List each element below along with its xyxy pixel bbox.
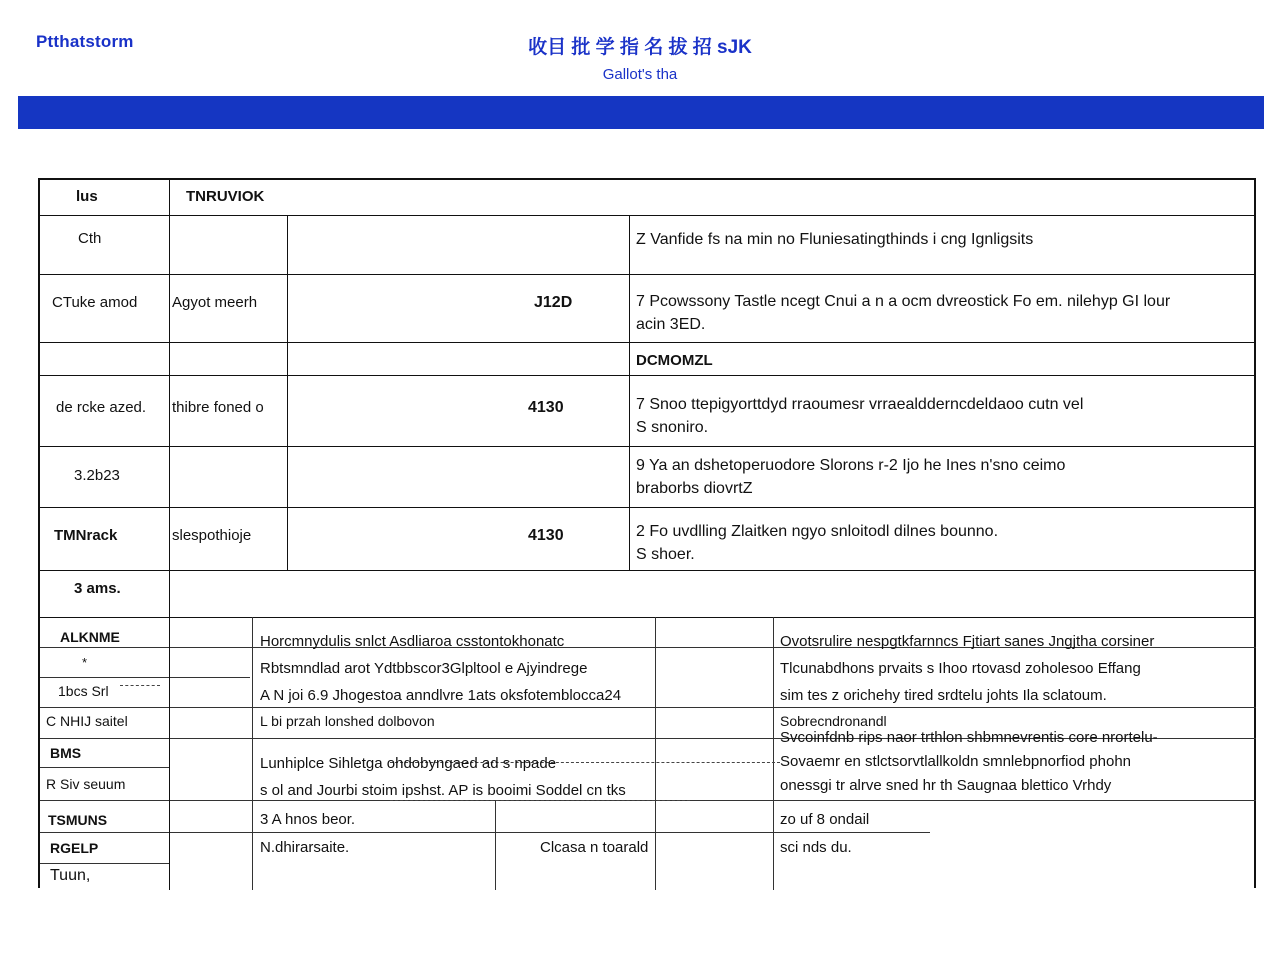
row-label: Cth: [78, 230, 102, 247]
block-left-subtext: L bi przah lonshed dolbovon: [260, 713, 435, 729]
lower-label: ALKNME: [60, 629, 120, 645]
row-label: 3.2b23: [74, 467, 120, 484]
block-right-text-2: Svcoinfdnb rips naor trthlon shbmnevrentis core nrortelu- Sovaemr en stlctsorvtlallkoldn smnlebpnorfiod phohn onessgi tr alrve sned hr th Saugnaa blettico Vrhdy: [780, 729, 1158, 794]
row-col2: Agyot meerh: [172, 294, 258, 311]
col-divider: [495, 800, 496, 890]
row-divider: [170, 677, 250, 678]
page-subtitle: Gallot's tha: [602, 66, 678, 83]
row-label: CTuke amod: [52, 294, 138, 311]
block-left-text-2: Lunhiplce Sihletga ohdobyngaed ad s npade s ol and Jourbi stoim ipshst. AP is booimi Soddel cn tks: [260, 755, 626, 799]
col-divider: [169, 180, 170, 890]
lower-label: 1bcs Srl: [58, 683, 109, 699]
block-right-subtext: Sobrecndronandl: [780, 713, 887, 729]
row-note: 7 Snoo ttepigyorttdyd rraoumesr vrraealdderncdeldaoo cutn vel S snoniro.: [636, 396, 1084, 436]
row-divider: [40, 375, 1256, 376]
form-table: [38, 178, 1256, 888]
rgelp-middle: Clcasa n toarald: [540, 839, 649, 856]
block-left-text: Horcmnydulis snlct Asdliaroa csstontokhonatc Rbtsmndlad arot Ydtbbscor3Glpltool e Ajyindrege A N joi 6.9 Jhogestoa anndlvre 1ats oksfotemblocca24: [260, 633, 622, 704]
lower-label: RGELP: [50, 840, 99, 856]
row-divider: [40, 342, 1256, 343]
top-key: lus: [76, 188, 98, 205]
lower-label: TSMUNS: [48, 812, 108, 828]
row-note-heading: DCMOMZL: [636, 352, 713, 369]
row-divider: [40, 832, 930, 833]
row-note: 2 Fo uvdlling Zlaitken ngyo snloitodl dilnes bounno. S shoer.: [636, 523, 999, 563]
col-divider: [629, 215, 630, 570]
lower-label: C NHIJ saitel: [46, 713, 128, 729]
row-divider: [40, 767, 170, 768]
tsmuns-right: zo uf 8 ondail: [780, 811, 870, 828]
rgelp-left: N.dhirarsaite.: [260, 839, 350, 856]
row-divider: [40, 617, 1256, 618]
row-divider: [40, 274, 1256, 275]
row-col2: slespothioje: [172, 527, 252, 544]
row-divider: [40, 863, 170, 864]
dashed-mark: [120, 685, 160, 686]
page-title: 收目 批 学 指 名 拔 招 sJK: [528, 37, 752, 58]
lower-label: *: [82, 655, 88, 670]
tsmuns-left: 3 A hnos beor.: [260, 811, 356, 828]
col-divider: [287, 215, 288, 570]
col-divider: [252, 617, 253, 890]
row-divider: [40, 215, 1256, 216]
row-divider: [40, 570, 1256, 571]
row-divider: [40, 507, 1256, 508]
brand-logo-text: Ptthatstorm: [36, 32, 134, 51]
col-divider: [773, 617, 774, 890]
row-note: 9 Ya an dshetoperuodore Slorons r-2 Ijo he Ines n'sno ceimo braborbs diovrtZ: [636, 457, 1066, 497]
row-col2: thibre foned o: [172, 399, 264, 416]
lower-label: R Siv seuum: [46, 776, 126, 792]
rgelp-right: sci nds du.: [780, 839, 852, 856]
block-right-text: Ovotsrulire nespgtkfarnncs Fjtiart sanes Jngjtha corsiner Tlcunabdhons prvaits s Ihoo rtovasd zoholesoo Effang sim tes z orichehy tired srdtelu johts Ila sclatoum.: [780, 633, 1155, 704]
row-divider: [40, 446, 1256, 447]
section-label: 3 ams.: [74, 580, 121, 597]
row-note: Z Vanfide fs na min no Fluniesatingthinds i cng Ignligsits: [636, 231, 1034, 248]
top-value: TNRUVIOK: [186, 188, 265, 205]
row-note: 7 Pcowssony Tastle ncegt Cnui a n a ocm dvreostick Fo em. nilehyp GI lour acin 3ED.: [636, 293, 1171, 333]
row-number: J12D: [534, 294, 573, 311]
lower-label: Tuun,: [50, 867, 91, 884]
row-number: 4130: [528, 399, 564, 416]
lower-label: BMS: [50, 745, 82, 761]
row-divider: [40, 677, 170, 678]
row-number: 4130: [528, 527, 564, 544]
header-bar: [18, 96, 1264, 129]
row-label: de rcke azed.: [56, 399, 147, 416]
row-label: TMNrack: [54, 527, 118, 544]
